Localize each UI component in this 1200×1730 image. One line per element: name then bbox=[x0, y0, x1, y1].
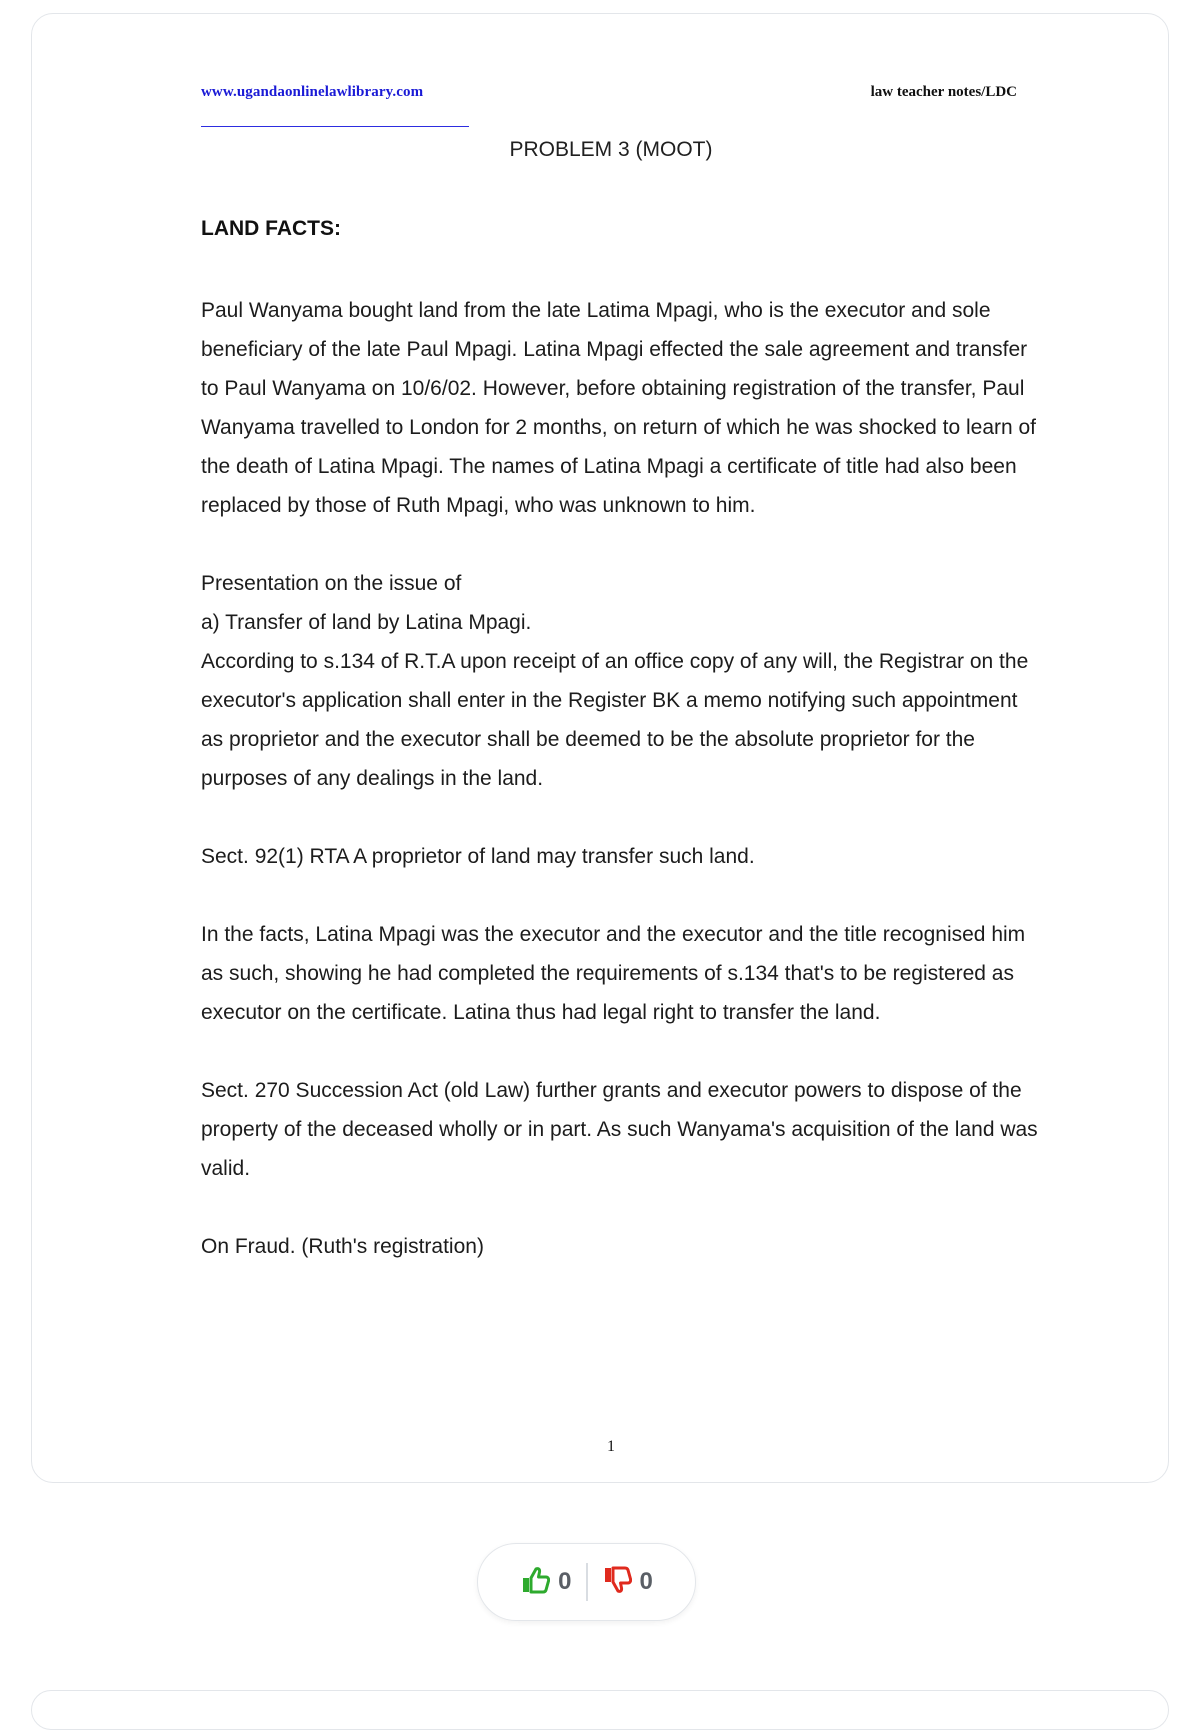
vote-bar bbox=[477, 1543, 696, 1621]
document-content bbox=[32, 14, 1168, 1482]
upvote-button[interactable] bbox=[506, 1566, 585, 1599]
paragraph-facts: Paul Wanyama bought land from the late Latima Mpagi, who is the executor and sole beneficiary of the late Paul Mpagi. Latina Mpagi effected the sale agreement and transfer to Paul Wanyama on 10/6/02. However, before obtaining registration of the transfer, Paul Wanyama travelled to London for 2 months, on return of which he was shocked to learn of the death of Latina Mpagi. The names of Latina Mpagi a certificate of title had also been replaced by those of Ruth Mpagi, who was unknown to him. bbox=[201, 299, 1037, 517]
thumbs-down-icon bbox=[602, 1566, 632, 1599]
paragraph-on-fraud: On Fraud. (Ruth's registration) bbox=[201, 1235, 484, 1258]
paragraph-s92: Sect. 92(1) RTA A proprietor of land may transfer such land. bbox=[201, 845, 755, 868]
document-body bbox=[201, 291, 1041, 1266]
site-link[interactable]: www.ugandaonlinelawlibrary.com bbox=[201, 84, 424, 100]
page-number: 1 bbox=[607, 1438, 615, 1455]
thumbs-up-icon bbox=[520, 1566, 550, 1599]
document-title: PROBLEM 3 (MOOT) bbox=[509, 138, 713, 161]
paragraph-presentation-intro: Presentation on the issue of bbox=[201, 572, 462, 595]
header-notes-label: law teacher notes/LDC bbox=[870, 84, 1017, 100]
section-heading: LAND FACTS: bbox=[201, 217, 341, 240]
downvote-button[interactable] bbox=[588, 1566, 667, 1599]
downvote-count: 0 bbox=[639, 1568, 653, 1595]
paragraph-succession-act: Sect. 270 Succession Act (old Law) further grants and executor powers to dispose of the property of the deceased wholly or in part. As such Wanyama's acquisition of the land was valid. bbox=[201, 1079, 1038, 1180]
upvote-count: 0 bbox=[558, 1568, 572, 1595]
paragraph-issue-a: a) Transfer of land by Latina Mpagi. bbox=[201, 611, 532, 634]
header-underline bbox=[201, 126, 469, 127]
next-card-edge bbox=[31, 1690, 1169, 1730]
document-page bbox=[31, 13, 1169, 1483]
paragraph-s134: According to s.134 of R.T.A upon receipt of an office copy of any will, the Registrar on the executor's application shall enter in the Register BK a memo notifying such appointment as proprietor and the executor shall be deemed to be the absolute proprietor for the purposes of any dealings in the land. bbox=[201, 650, 1029, 790]
paragraph-in-the-facts: In the facts, Latina Mpagi was the executor and the executor and the title recognised him as such, showing he had completed the requirements of s.134 that's to be registered as executor on the certificate. Latina thus had legal right to transfer the land. bbox=[201, 923, 1026, 1024]
